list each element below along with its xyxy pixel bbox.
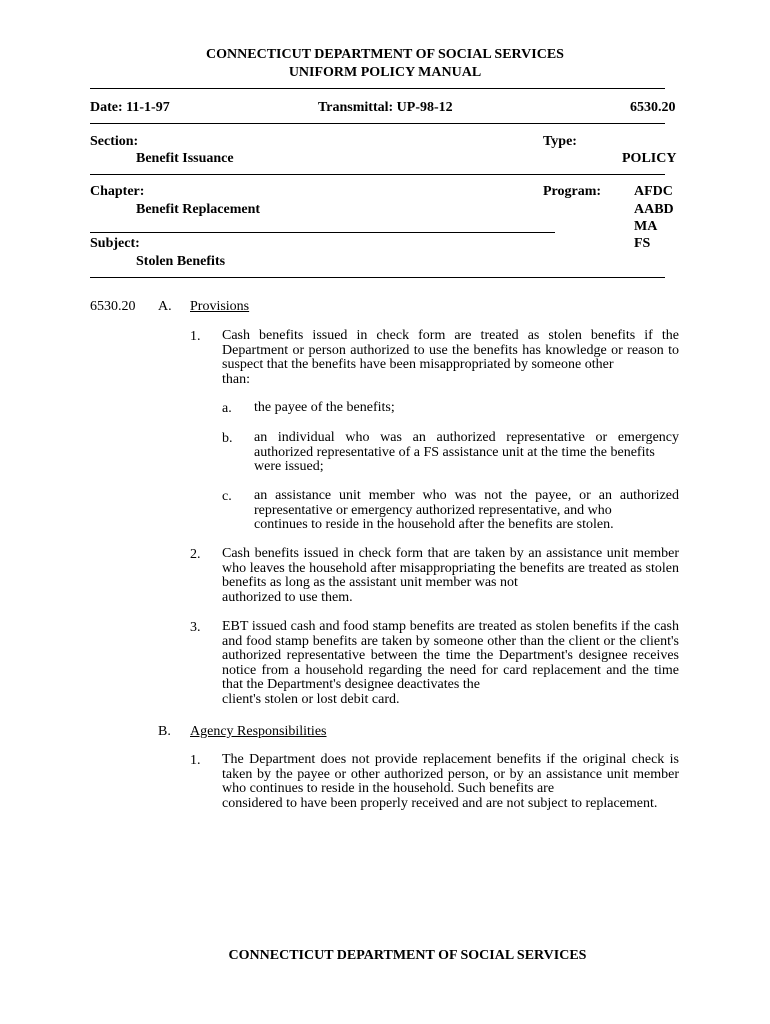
chapter-rule — [90, 232, 555, 233]
item-text-last-line: than: — [222, 371, 250, 387]
header-rule-1 — [90, 88, 665, 89]
item-marker: 3. — [190, 620, 201, 635]
section-label: Section: — [90, 134, 139, 149]
chapter-label: Chapter: — [90, 184, 145, 199]
subitem-marker: c. — [222, 489, 232, 504]
item-marker: 1. — [190, 329, 201, 344]
subitem-text-last-line: continues to reside in the household after the benefits are stolen. — [254, 517, 614, 533]
item-text — [222, 329, 679, 387]
item-marker: 2. — [190, 547, 201, 562]
type-label: Type: — [543, 134, 577, 149]
subitem-text-last-line: were issued; — [254, 459, 324, 475]
section-a-marker: A. — [158, 299, 172, 314]
item-marker: 1. — [190, 753, 201, 768]
section-number: 6530.20 — [90, 299, 136, 314]
item-text-body: Cash benefits issued in check form are treated as stolen benefits if the Department or person authorized to use the benefits has knowledge or reason to suspect that the benefits have been misappropriated by someone other — [222, 328, 679, 373]
item-text — [222, 753, 679, 811]
program-label: Program: — [543, 184, 602, 199]
section-b-marker: B. — [158, 724, 171, 739]
program-item: MA — [634, 219, 658, 234]
subitem-marker: b. — [222, 431, 233, 446]
type-value: POLICY — [622, 151, 677, 166]
section-value: Benefit Issuance — [136, 151, 234, 166]
subitem-text-body: an assistance unit member who was not the payee, or an authorized representative or emergency authorized representative, and who — [254, 488, 679, 518]
subitem-text — [254, 401, 679, 416]
item-text-body: EBT issued cash and food stamp benefits are treated as stolen benefits if the cash and food stamp benefits are taken by someone other than the client or the client's authorized representative between the time the Department's designee receives notice from a household regarding the need for card replacement and the time that the Department's designee deactivates the — [222, 619, 679, 693]
item-text-last-line: client's stolen or lost debit card. — [222, 691, 400, 707]
program-item: AFDC — [634, 184, 673, 199]
header-rule-3 — [90, 174, 665, 175]
header-rule-4 — [90, 277, 665, 278]
section-b-title: Agency Responsibilities — [190, 724, 327, 739]
program-item: FS — [634, 236, 651, 251]
subitem-text-last-line: the payee of the benefits; — [254, 400, 395, 415]
agency-title: CONNECTICUT DEPARTMENT OF SOCIAL SERVICES — [206, 47, 564, 62]
header-rule-2 — [90, 123, 665, 124]
policy-number: 6530.20 — [630, 100, 676, 115]
subitem-text — [254, 431, 679, 475]
item-text-body: Cash benefits issued in check form that are taken by an assistance unit member who leaves the household after misappropriating the benefits are treated as stolen benefits as long as the assistant unit member was not — [222, 546, 679, 591]
item-text — [222, 620, 679, 708]
footer-agency: CONNECTICUT DEPARTMENT OF SOCIAL SERVICES — [228, 948, 587, 963]
subject-value: Stolen Benefits — [136, 254, 226, 269]
subject-label: Subject: — [90, 236, 140, 251]
manual-title: UNIFORM POLICY MANUAL — [288, 65, 482, 80]
item-text-last-line: considered to have been properly received and are not subject to replacement. — [222, 795, 658, 811]
subitem-marker: a. — [222, 401, 232, 416]
transmittal-label: Transmittal: UP-98-12 — [318, 100, 453, 115]
chapter-value: Benefit Replacement — [136, 202, 261, 217]
subitem-text — [254, 489, 679, 533]
item-text-body: The Department does not provide replacement benefits if the original check is taken by the payee or other authorized person, or by an assistance unit member who continues to reside in the household. Such benefits are — [222, 752, 679, 797]
item-text — [222, 547, 679, 605]
date-label: Date: 11-1-97 — [90, 100, 170, 115]
section-a-title: Provisions — [190, 299, 250, 314]
item-text-last-line: authorized to use them. — [222, 589, 353, 605]
subitem-text-body: an individual who was an authorized representative or emergency authorized representative of a FS assistance unit at the time the benefits — [254, 430, 679, 460]
program-item: AABD — [634, 202, 674, 217]
